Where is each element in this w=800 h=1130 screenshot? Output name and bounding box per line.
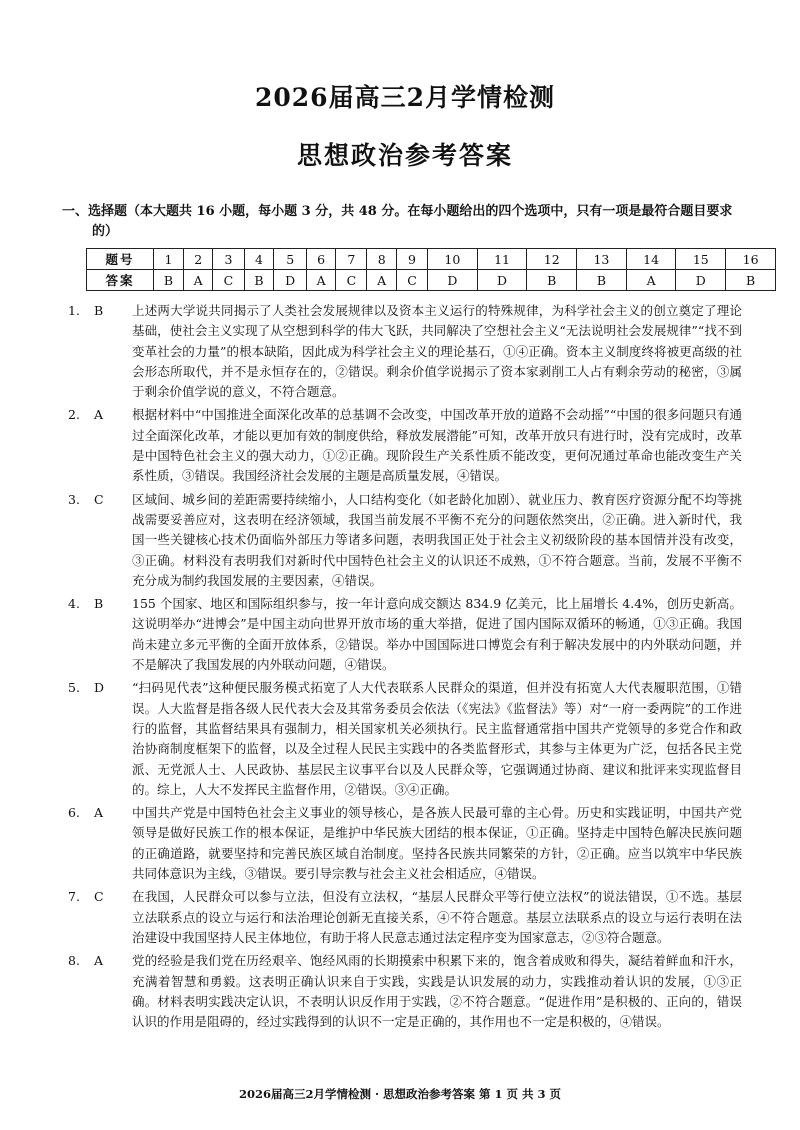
explanation-list: [68, 301, 742, 1032]
question-number-cell: 13: [577, 249, 627, 270]
answer-cell: B: [726, 270, 776, 291]
question-number-cell: 7: [336, 249, 367, 270]
question-number-cell: 9: [396, 249, 427, 270]
question-answer: B: [94, 303, 104, 318]
question-number-cell: 16: [726, 249, 776, 270]
question-number: 5.: [68, 680, 80, 696]
document-subtitle: 思想政治参考答案: [296, 141, 513, 170]
row-label-number: 题号: [87, 249, 154, 270]
explanation-text: 党的经验是我们党在历经艰辛、饱经风雨的长期摸索中积累下来的，饱含着成败和得失，凝结着鲜血和汗水，充满着智慧和勇毅。这表明正确认识来自于实践，实践是认识发展的动力，实践推动着认识的发展，①③正确。材料表明实践决定认识，不表明认识反作用于实践，②不符合题意。“促进作用”是积极的、正向的，错误认识的作用是阻碍的，经过实践得到的认识不一定是正确的，其作用也不一定是积极的，④错误。: [132, 953, 742, 1030]
page-footer: 2026届高三2月学情检测 · 思想政治参考答案 第 1 页 共 3 页: [238, 1087, 562, 1101]
explanation-text: 中国共产党是中国特色社会主义事业的领导核心，是各族人民最可靠的主心骨。历史和实践证明，中国共产党领导是做好民族工作的根本保证，是维护中华民族大团结的根本保证，①正确。坚持走中国特色解决民族问题的正确道路，就要坚持和完善民族区域自治制度。坚持各民族共同繁荣的方针，②正确。应当以筑牢中华民族共同体意识为主线，③错误。要引导宗教与社会主义社会相适应，④错误。: [132, 805, 742, 882]
explanation-item: [68, 678, 742, 800]
answer-cell: C: [336, 270, 367, 291]
question-number-cell: 14: [626, 249, 676, 270]
question-answer: D: [94, 680, 105, 696]
answer-table: [86, 248, 776, 291]
explanation-item: [68, 951, 742, 1032]
explanation-text: 根据材料中“中国推进全面深化改革的总基调不会改变，中国改革开放的道路不会动摇”“中国的很多问题只有通过全面深化改革，才能以更加有效的制度供给，释放发展潜能”可知，改革开放只有进行时，没有完成时，改革是中国特色社会主义的强大动力，①②正确。现阶段生产关系性质不能改变，更何况通过革命也能改变生产关系性质，③错误。我国经济社会发展的主题是高质量发展，④错误。: [132, 407, 742, 484]
answer-cell: B: [577, 270, 627, 291]
question-number-cell: 3: [213, 249, 244, 270]
question-number-cell: 2: [183, 249, 212, 270]
answer-cell: A: [367, 270, 396, 291]
question-answer: A: [94, 805, 104, 821]
exam-title: 2026届高三2月学情检测: [255, 83, 555, 112]
answer-cell: C: [213, 270, 244, 291]
explanation-item: [68, 803, 742, 884]
answer-cell: D: [676, 270, 726, 291]
question-number-cell: 12: [527, 249, 577, 270]
question-answer: A: [94, 407, 104, 423]
answer-cell: B: [154, 270, 184, 291]
question-answer: C: [94, 889, 104, 905]
question-number-cell: 8: [367, 249, 396, 270]
explanation-item: [68, 490, 742, 591]
question-number-cell: 15: [676, 249, 726, 270]
question-number-cell: 10: [428, 249, 478, 270]
explanation-text: 在我国，人民群众可以参与立法，但没有立法权，“基层人民群众平等行使立法权”的说法错误，①不选。基层立法联系点的设立与运行和法治理论创新无直接关系，④不符合题意。基层立法联系点的设立与运行表明在法治建设中我国坚持人民主体地位，有助于将人民意志通过法定程序变为国家意志，②③符合题意。: [132, 889, 742, 945]
explanation-item: [68, 594, 742, 675]
answer-cell: D: [477, 270, 527, 291]
question-number: 6.: [68, 805, 80, 821]
explanation-text: 上述两大学说共同揭示了人类社会发展规律以及资本主义运行的特殊规律，为科学社会主义的创立奠定了理论基础，使社会主义实现了从空想到科学的伟大飞跃，共同解决了空想社会主义“无法说明社会发展规律”“找不到变革社会的力量”的根本缺陷，因此成为科学社会主义的理论基石，①④正确。资本主义制度终将被更高级的社会形态所取代，并不是永恒存在的，②错误。剩余价值学说揭示了资本家剥削工人占有剩余劳动的秘密，③属于剩余价值学说的意义，不符合题意。: [132, 303, 742, 400]
answer-cell: A: [626, 270, 676, 291]
question-number: 8.: [68, 953, 80, 969]
question-number-cell: 11: [477, 249, 527, 270]
explanation-item: [68, 887, 742, 948]
answer-row: [87, 270, 776, 291]
explanation-text: 155 个国家、地区和国际组织参与，按一年计意向成交额达 834.9 亿美元，比上届增长 4.4%，创历史新高。这说明举办“进博会”是中国主动向世界开放市场的重大举措，促进了国内国际双循环的畅通，①③正确。我国尚未建立多元平衡的全面开放体系，②错误。举办中国国际进口博览会有利于解决发展中的内外联动问题，并不是解决了我国发展的内外联动问题，④错误。: [132, 596, 742, 673]
explanation-text: 区域间、城乡间的差距需要持续缩小，人口结构变化（如老龄化加剧）、就业压力、教育医疗资源分配不均等挑战需要妥善应对，这表明在经济领域，我国当前发展不平衡不充分的问题依然突出，②正确。进入新时代，我国一些关键核心技术仍面临外部压力等诸多问题，表明我国正处于社会主义初级阶段的基本国情并没有改变，③正确。材料没有表明我们对新时代中国特色社会主义的认识还不成熟，①不符合题意。当前，发展不平衡不充分成为制约我国发展的主要因素，④错误。: [132, 491, 742, 588]
answer-cell: D: [428, 270, 478, 291]
explanation-item: [68, 405, 742, 486]
answer-cell: A: [183, 270, 212, 291]
question-number-cell: 4: [244, 249, 274, 270]
row-label-answer: 答案: [87, 270, 154, 291]
question-number: 4.: [68, 596, 80, 612]
question-number-cell: 1: [154, 249, 184, 270]
question-answer: C: [94, 491, 104, 507]
question-number: 2.: [68, 407, 80, 423]
question-number: 1.: [68, 303, 80, 318]
question-answer: A: [94, 953, 104, 969]
section-heading: 一、选择题（本大题共 16 小题，每小题 3 分，共 48 分。在每小题给出的四个选项中，只有一项是最符合题目要求的）: [62, 204, 733, 239]
explanation-text: “扫码见代表”这种便民服务模式拓宽了人大代表联系人民群众的渠道，但并没有拓宽人大代表履职范围，①错误。人大监督是指各级人民代表大会及其常务委员会依法（《宪法》《监督法》等）对“一府一委两院”的工作进行的监督，其监督结果具有强制力，相关国家机关必须执行。民主监督通常指中国共产党领导的多党合作和政治协商制度框架下的监督，以及全过程人民民主实践中的各类监督形式，其参与主体更为广泛，包括各民主党派、无党派人士、人民政协、基层民主议事平台以及人民群众等，它强调通过协商、建议和批评来实现监督目的。综上，人大不发挥民主监督作用，②错误。③④正确。: [132, 680, 742, 797]
question-number-row: [87, 249, 776, 270]
answer-cell: B: [244, 270, 274, 291]
answer-cell: D: [274, 270, 306, 291]
question-answer: B: [94, 596, 104, 612]
answer-cell: A: [306, 270, 335, 291]
question-number-cell: 5: [274, 249, 306, 270]
question-number: 3.: [68, 491, 80, 507]
answer-cell: B: [527, 270, 577, 291]
explanation-item: [68, 301, 742, 402]
question-number: 7.: [68, 889, 80, 905]
answer-cell: C: [396, 270, 427, 291]
question-number-cell: 6: [306, 249, 335, 270]
